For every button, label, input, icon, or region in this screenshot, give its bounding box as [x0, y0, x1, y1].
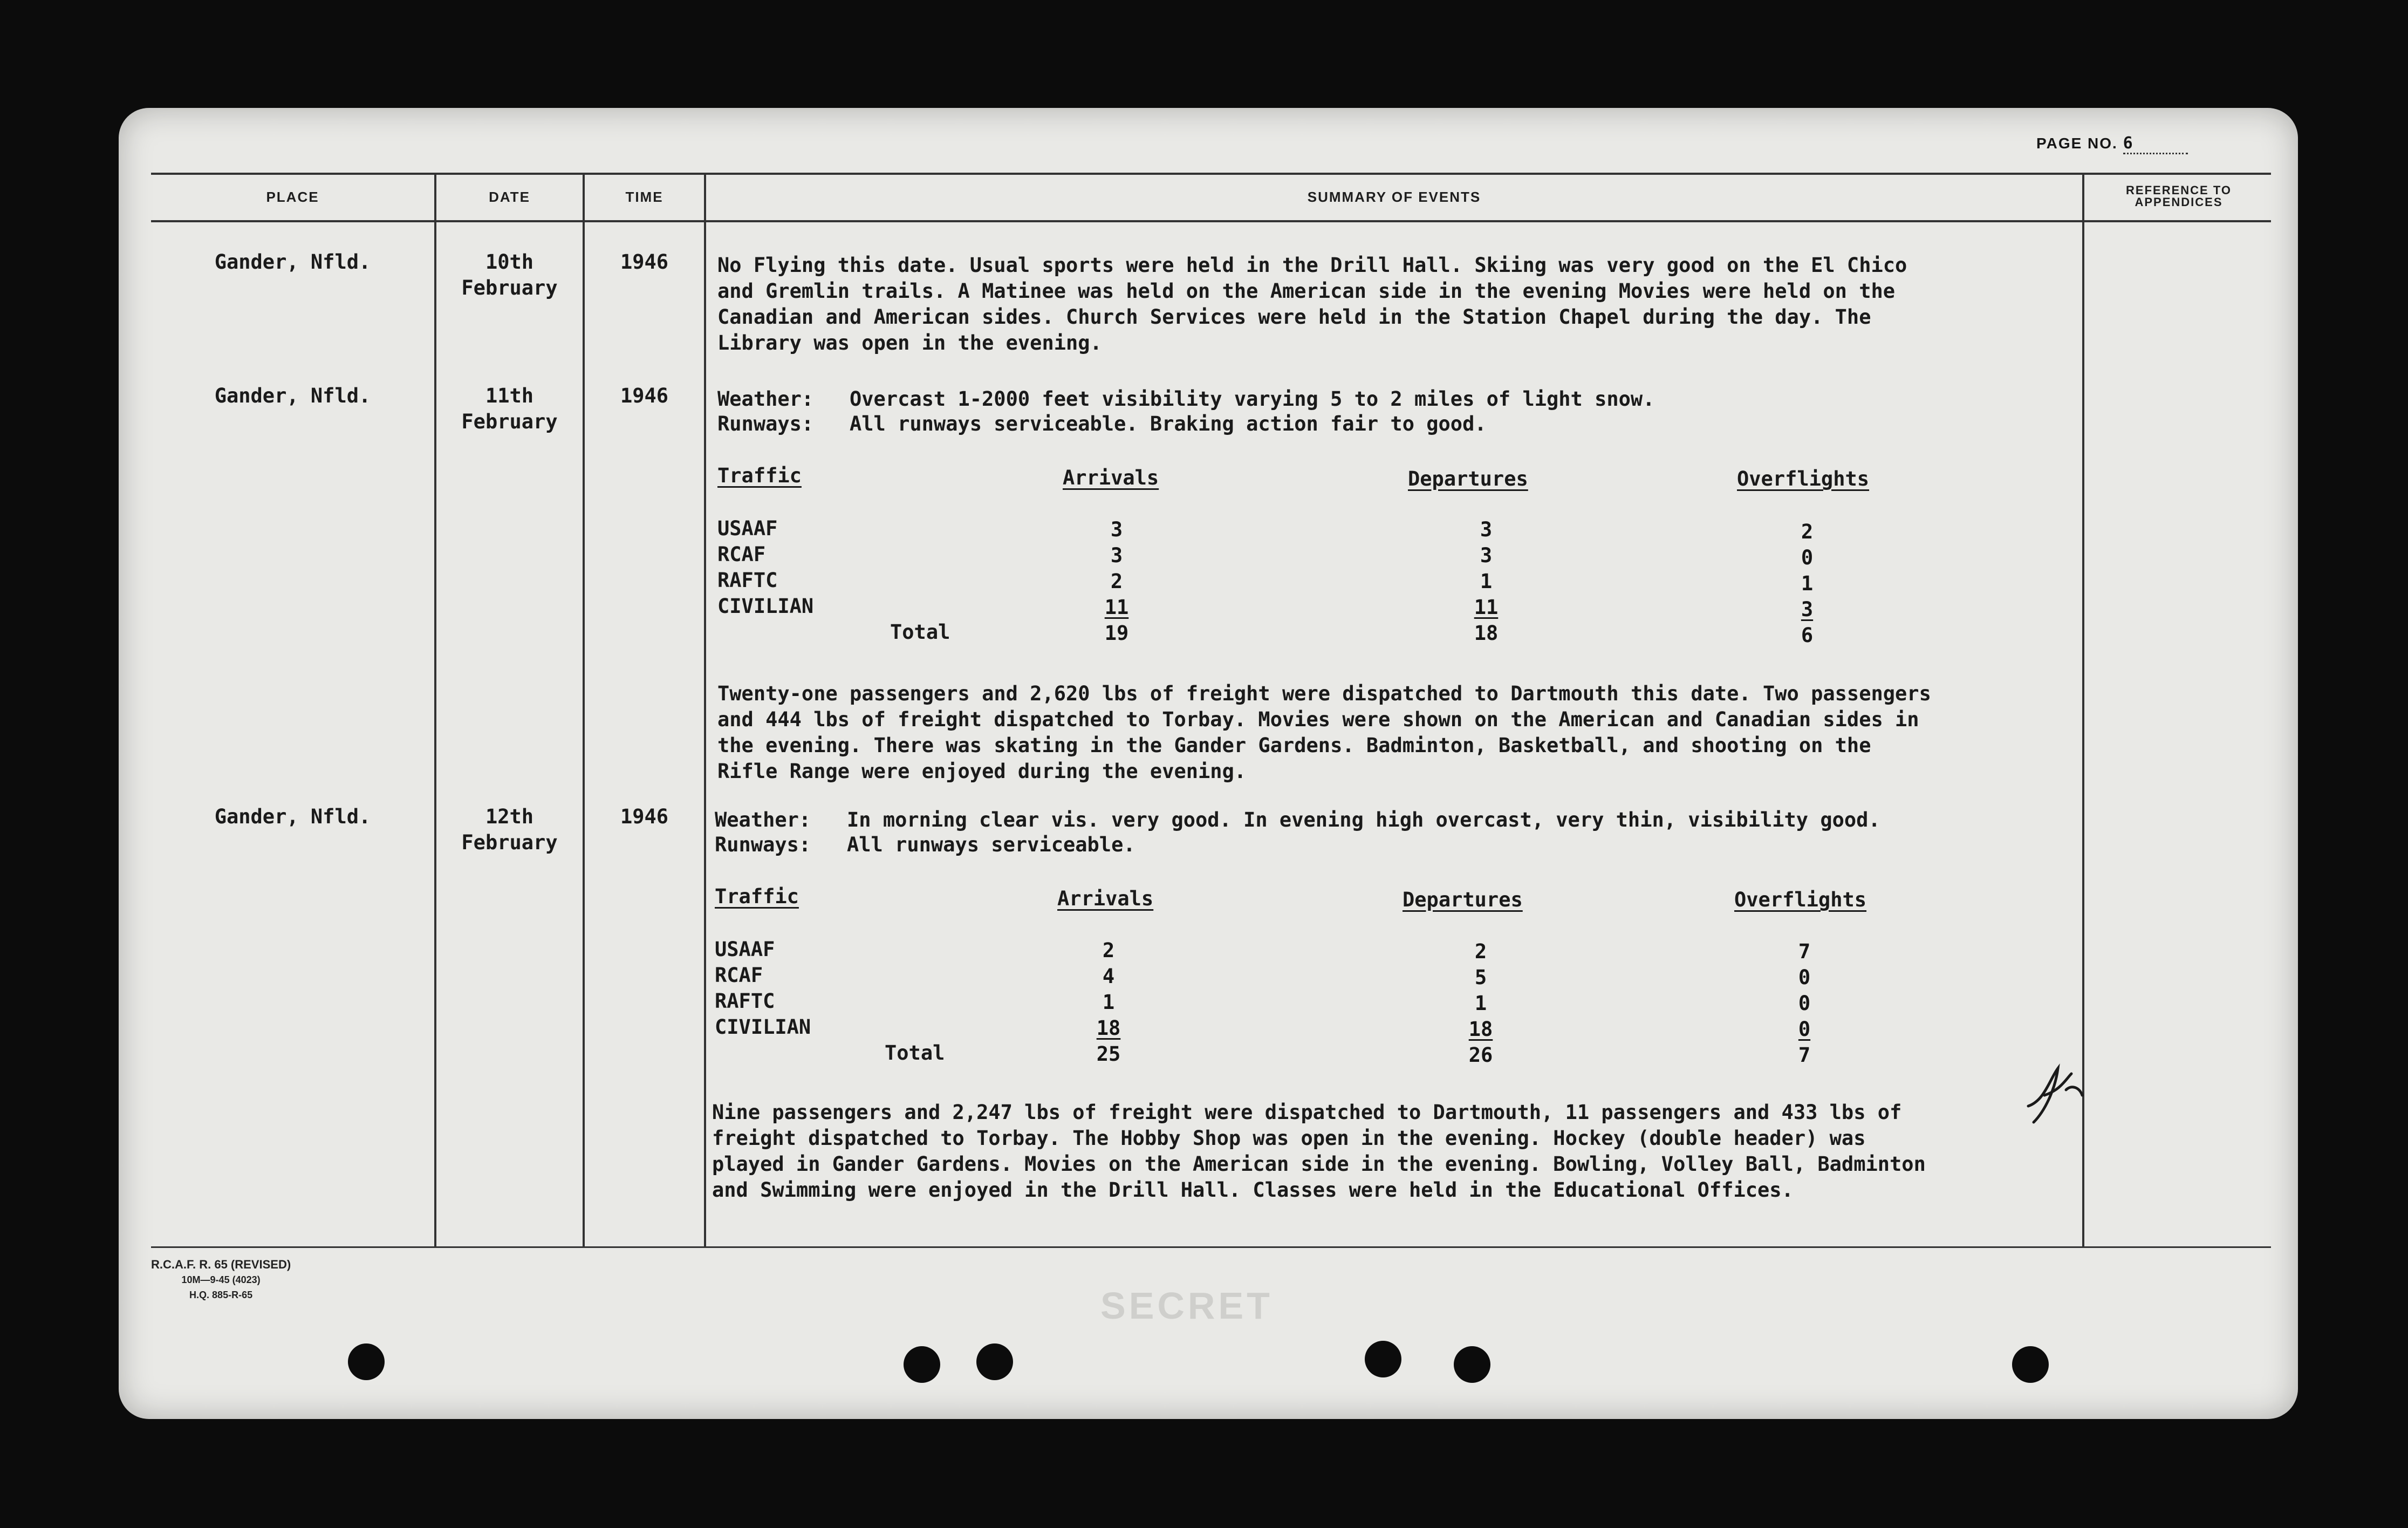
entry-1-date-day: 10th — [485, 250, 534, 274]
column-header-place: PLACE — [266, 189, 319, 205]
binder-hole — [348, 1343, 385, 1380]
entry-3-traffic-row-name: RAFTC — [715, 990, 775, 1013]
entry-2-traffic-row-name: CIVILIAN — [717, 595, 814, 618]
entry-3-traffic-row-name: RCAF — [715, 964, 763, 987]
entry-3-departures-value: 5 — [1474, 966, 1487, 989]
entry-3-overflights-value: 0 — [1798, 992, 1811, 1015]
entry-2-overflights-header: Overflights — [1737, 467, 1870, 490]
divider-time-summary — [704, 174, 706, 1246]
entry-3-arrivals-value: 4 — [1102, 965, 1115, 988]
binder-hole — [976, 1343, 1013, 1380]
entry-1-place: Gander, Nfld. — [214, 250, 371, 274]
divider-place-date — [434, 174, 436, 1246]
entry-2-traffic-header: Traffic — [717, 464, 802, 487]
form-footer — [151, 1257, 291, 1302]
entry-2-departures-value: 1 — [1480, 570, 1493, 593]
entry-3-runways-label: Runways: — [715, 833, 811, 856]
entry-1-time: 1946 — [620, 250, 669, 274]
entry-3-summary-line: played in Gander Gardens. Movies on the American side in the evening. Bowling, Volley Ball, Badminton — [712, 1152, 1926, 1176]
entry-2-arrivals-value: 11 — [1104, 596, 1129, 619]
binder-hole — [2012, 1346, 2049, 1383]
entry-3-departures-total: 26 — [1468, 1043, 1493, 1067]
entry-2-overflights-value: 3 — [1801, 598, 1814, 621]
reference-header-line1: REFERENCE TO — [2126, 183, 2232, 197]
binder-hole — [904, 1346, 940, 1383]
entry-2-weather-label: Weather: — [717, 387, 814, 411]
entry-2-departures-header: Departures — [1408, 467, 1528, 490]
entry-2-summary-line: the evening. There was skating in the Gander Gardens. Badminton, Basketball, and shooting on the — [717, 734, 1871, 757]
entry-2-traffic-row-name: RCAF — [717, 543, 766, 566]
column-header-summary: SUMMARY OF EVENTS — [1307, 189, 1481, 205]
entry-2-overflights-value: 0 — [1801, 546, 1814, 569]
binder-hole — [1454, 1346, 1490, 1383]
entry-3-overflights-value: 0 — [1798, 1018, 1811, 1041]
entry-2-runways-text: All runways serviceable. Braking action fair to good. — [850, 412, 1487, 435]
entry-3-departures-header: Departures — [1403, 888, 1523, 911]
entry-2-weather-text: Overcast 1-2000 feet visibility varying 5 to 2 miles of light snow. — [850, 387, 1655, 411]
entry-2-overflights-value: 2 — [1801, 520, 1814, 543]
entry-3-arrivals-value: 18 — [1096, 1017, 1121, 1040]
page-number-label: PAGE NO. — [2036, 135, 2118, 152]
entry-3-place: Gander, Nfld. — [214, 805, 371, 828]
entry-3-departures-value: 2 — [1474, 940, 1487, 963]
table-bottom-rule — [151, 1246, 2271, 1248]
entry-3-weather-text: In morning clear vis. very good. In evening high overcast, very thin, visibility good. — [847, 808, 1880, 831]
entry-3-departures-value: 18 — [1468, 1018, 1493, 1041]
entry-3-summary-line: Nine passengers and 2,247 lbs of freight were dispatched to Dartmouth, 11 passengers and 433 lbs of — [712, 1101, 1902, 1124]
entry-3-runways-text: All runways serviceable. — [847, 833, 1135, 856]
entry-3-traffic-row-name: USAAF — [715, 938, 775, 961]
entry-2-summary-line: Twenty-one passengers and 2,620 lbs of freight were dispatched to Dartmouth this date. Two passengers — [717, 682, 1931, 705]
entry-2-departures-total: 18 — [1474, 622, 1499, 645]
header-bottom-rule — [151, 220, 2271, 222]
entry-2-time: 1946 — [620, 384, 669, 407]
entry-3-arrivals-value: 2 — [1102, 939, 1115, 962]
entry-2-total-label: Total — [890, 620, 950, 644]
entry-3-traffic-row-name: CIVILIAN — [715, 1015, 811, 1039]
entry-3-arrivals-value: 1 — [1102, 991, 1115, 1014]
divider-date-time — [583, 174, 585, 1246]
handwritten-initials — [2012, 1058, 2093, 1138]
form-footer-line: R.C.A.F. R. 65 (REVISED) — [151, 1258, 291, 1271]
form-footer-line: H.Q. 885-R-65 — [189, 1290, 253, 1300]
column-header-time: TIME — [625, 189, 663, 205]
entry-2-arrivals-value: 3 — [1110, 544, 1123, 567]
entry-2-overflights-value: 1 — [1801, 572, 1814, 595]
entry-1-summary-line: No Flying this date. Usual sports were held in the Drill Hall. Skiing was very good on the El Chico — [717, 254, 1907, 277]
entry-3-arrivals-header: Arrivals — [1057, 887, 1154, 910]
entry-2-overflights-total: 6 — [1801, 624, 1814, 647]
header-top-rule — [151, 173, 2271, 175]
entry-2-arrivals-value: 2 — [1110, 570, 1123, 593]
binder-hole — [1365, 1341, 1401, 1377]
entry-2-summary-line: and 444 lbs of freight dispatched to Torbay. Movies were shown on the American and Canadian sides in — [717, 708, 1919, 731]
entry-3-total-label: Total — [885, 1041, 945, 1065]
page-number — [2036, 134, 2188, 154]
entry-1-summary-line: Canadian and American sides. Church Services were held in the Station Chapel during the day. The — [717, 305, 1871, 329]
entry-3-weather-label: Weather: — [715, 808, 811, 831]
entry-3-overflights-value: 0 — [1798, 966, 1811, 989]
entry-2-runways-label: Runways: — [717, 412, 814, 435]
entry-2-departures-value: 3 — [1480, 518, 1493, 541]
entry-3-arrivals-total: 25 — [1096, 1042, 1121, 1066]
entry-2-arrivals-total: 19 — [1104, 622, 1129, 645]
entry-2-date-month: February — [461, 410, 558, 433]
entry-3-date-month: February — [461, 831, 558, 854]
secret-stamp: SECRET — [1100, 1285, 1273, 1327]
page-number-value: 6 — [2123, 134, 2188, 154]
entry-3-departures-value: 1 — [1474, 992, 1487, 1015]
reference-header-line2: APPENDICES — [2135, 195, 2223, 209]
entry-2-traffic-row-name: USAAF — [717, 517, 778, 540]
entry-2-place: Gander, Nfld. — [214, 384, 371, 407]
entry-2-date-day: 11th — [485, 384, 534, 407]
entry-3-summary-line: freight dispatched to Torbay. The Hobby Shop was open in the evening. Hockey (double header) was — [712, 1127, 1866, 1150]
column-header-date: DATE — [489, 189, 530, 205]
entry-3-traffic-header: Traffic — [715, 885, 799, 908]
entry-1-date-month: February — [461, 276, 558, 299]
entry-2-departures-value: 11 — [1474, 596, 1499, 619]
entry-3-summary-line: and Swimming were enjoyed in the Drill Hall. Classes were held in the Educational Offices. — [712, 1178, 1794, 1202]
entry-1-summary-line: Library was open in the evening. — [717, 331, 1102, 354]
form-footer-line: 10M—9-45 (4023) — [181, 1274, 261, 1285]
record-card — [119, 108, 2298, 1419]
entry-3-date-day: 12th — [485, 805, 534, 828]
entry-3-time: 1946 — [620, 805, 669, 828]
entry-2-traffic-row-name: RAFTC — [717, 569, 778, 592]
entry-2-arrivals-value: 3 — [1110, 518, 1123, 541]
entry-2-arrivals-header: Arrivals — [1063, 466, 1159, 489]
entry-3-overflights-total: 7 — [1798, 1043, 1811, 1067]
entry-2-summary-line: Rifle Range were enjoyed during the evening. — [717, 760, 1247, 783]
column-header-reference — [2084, 185, 2273, 208]
entry-3-overflights-value: 7 — [1798, 940, 1811, 963]
entry-1-summary-line: and Gremlin trails. A Matinee was held on the American side in the evening Movies were held on the — [717, 279, 1896, 303]
entry-3-overflights-header: Overflights — [1734, 888, 1867, 911]
entry-2-departures-value: 3 — [1480, 544, 1493, 567]
